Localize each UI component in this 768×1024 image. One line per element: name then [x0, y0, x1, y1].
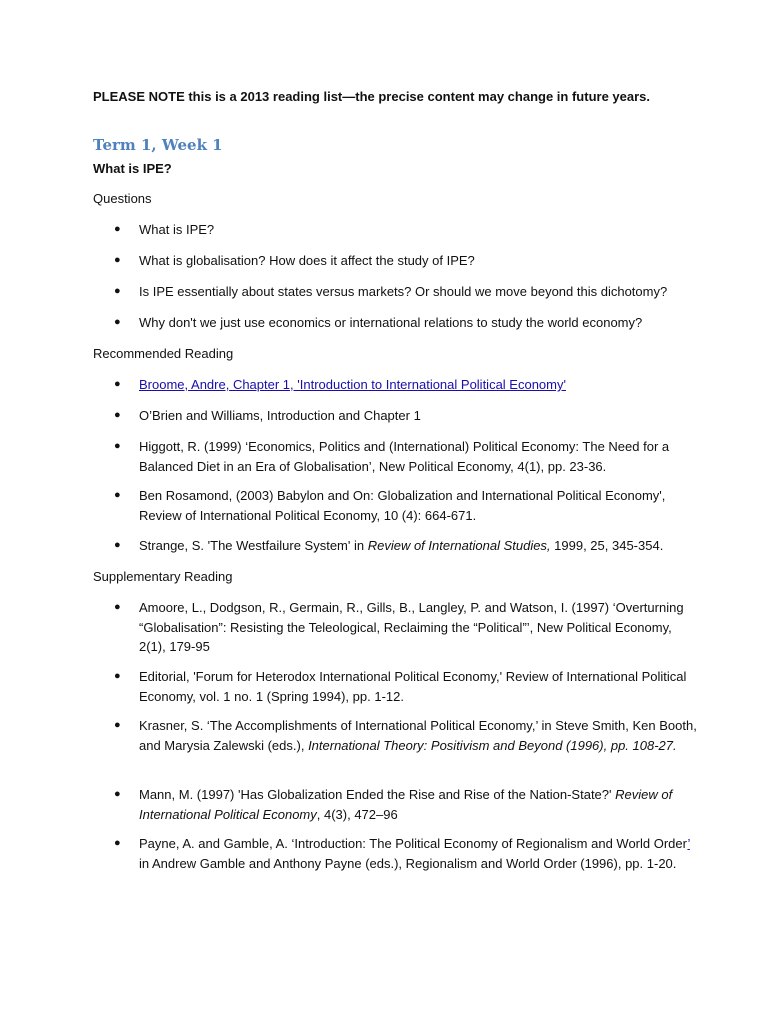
bullet-icon: ●: [114, 440, 121, 452]
strange-journal: Review of International Studies,: [367, 538, 551, 553]
bullet-icon: ●: [114, 378, 121, 390]
bullet-icon: ●: [114, 489, 121, 501]
bullet-icon: ●: [114, 719, 121, 731]
bullet-icon: ●: [114, 409, 121, 421]
bullet-icon: ●: [114, 539, 121, 551]
obrien-reading-item: O’Brien and Williams, Introduction and Chapter 1: [139, 408, 421, 423]
topic-title: What is IPE?: [93, 161, 172, 176]
questions-heading: Questions: [93, 191, 152, 206]
rosamond-reading-item: Ben Rosamond, (2003) Babylon and On: Globalization and International Political Economy', Review of International Political Economy, 10 (4): 664-671.: [139, 488, 666, 523]
krasner-book-title: International Theory: Positivism and Beyond (1996), pp. 108-27.: [308, 737, 677, 753]
question-item: What is globalisation? How does it affect the study of IPE?: [139, 253, 475, 268]
broome-chapter-link[interactable]: Broome, Andre, Chapter 1, 'Introduction to International Political Economy': [139, 377, 566, 392]
strange-citation: Strange, S. 'The Westfailure System' in: [139, 538, 368, 553]
broome-reading-item: [139, 375, 699, 395]
bullet-icon: ●: [114, 837, 121, 849]
bullet-icon: ●: [114, 670, 121, 682]
bullet-icon: ●: [114, 601, 121, 613]
supplementary-reading-heading: Supplementary Reading: [93, 569, 233, 584]
mann-journal: Review of International Political Economy: [139, 787, 673, 822]
mann-reading-item: [139, 785, 699, 824]
editorial-reading-item: Editorial, 'Forum for Heterodox International Political Economy,' Review of International Political Economy, vol. 1 no. 1 (Spring 1994), pp. 1-12.: [139, 669, 687, 704]
higgott-reading-item: Higgott, R. (1999) ‘Economics, Politics and (International) Political Economy: The Need for a Balanced Diet in an Era of Globalisation’, New Political Economy, 4(1), pp. 23-36.: [139, 439, 670, 474]
amoore-reading-item: Amoore, L., Dodgson, R., Germain, R., Gills, B., Langley, P. and Watson, I. (1997) ‘Overturning “Globalisation”: Resisting the Teleological, Reclaiming the “Political”’, New Political Economy, 2(1), 179-95: [139, 600, 684, 654]
bullet-icon: ●: [114, 223, 121, 235]
bullet-icon: ●: [114, 788, 121, 800]
recommended-reading-heading: Recommended Reading: [93, 346, 234, 361]
mann-citation: Mann, M. (1997) 'Has Globalization Ended the Rise and Rise of the Nation-State?': [139, 787, 616, 802]
question-item: What is IPE?: [139, 222, 215, 237]
payne-reading-item: [139, 834, 699, 873]
question-item: Is IPE essentially about states versus markets? Or should we move beyond this dichotomy?: [139, 284, 668, 299]
bullet-icon: ●: [114, 254, 121, 266]
question-item: Why don't we just use economics or international relations to study the world economy?: [139, 315, 643, 330]
payne-link[interactable]: ’: [687, 836, 690, 851]
term-heading: Term 1, Week 1: [93, 136, 223, 154]
mann-details: , 4(3), 472–96: [316, 806, 398, 822]
payne-citation: Payne, A. and Gamble, A. ‘Introduction: The Political Economy of Regionalism and World Order: [139, 836, 688, 851]
strange-reading-item: [139, 536, 699, 556]
strange-details: 1999, 25, 345-354.: [550, 538, 664, 553]
payne-details: in Andrew Gamble and Anthony Payne (eds.), Regionalism and World Order (1996), pp. 1-20.: [139, 855, 677, 871]
krasner-reading-item: [139, 716, 699, 755]
reading-list-note: PLEASE NOTE this is a 2013 reading list—the precise content may change in future years.: [93, 89, 651, 104]
krasner-citation: Krasner, S. ‘The Accomplishments of International Political Economy,’ in Steve Smith, Ken Booth, and Marysia Zalewski (eds.),: [139, 718, 697, 753]
bullet-icon: ●: [114, 316, 121, 328]
bullet-icon: ●: [114, 285, 121, 297]
